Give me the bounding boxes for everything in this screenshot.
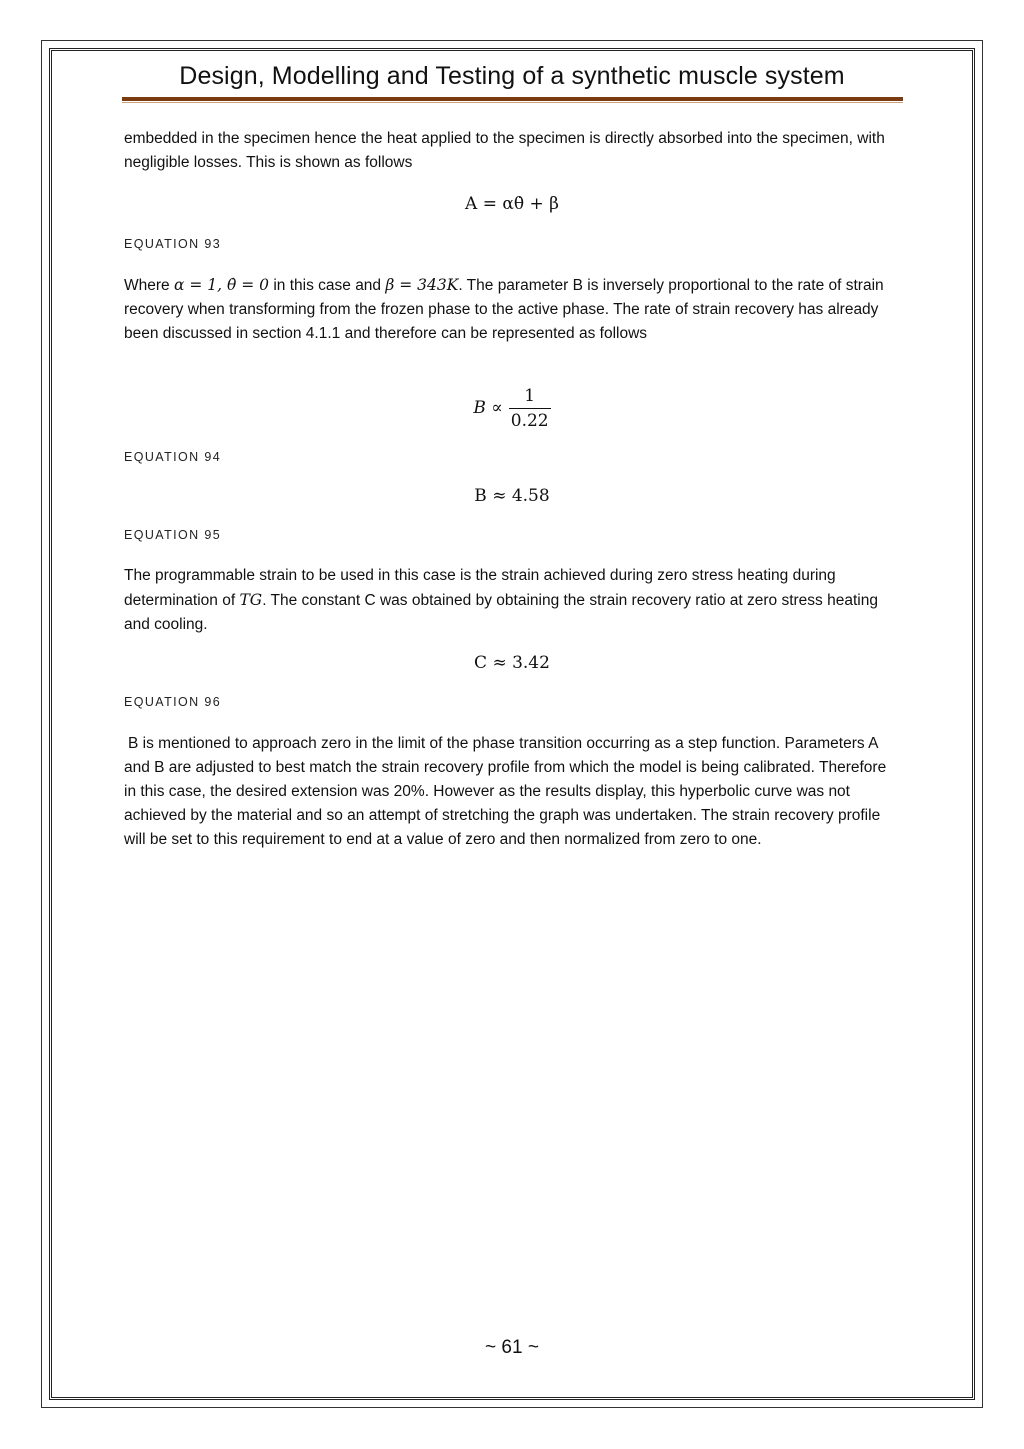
- equation-94-denominator: 0.22: [509, 408, 551, 431]
- programmable-math: TG: [239, 591, 263, 609]
- where-text-1: Where: [124, 277, 170, 294]
- equation-94: [124, 386, 900, 431]
- intro-paragraph: embedded in the specimen hence the heat applied to the specimen is directly absorbed into the specimen, with negligible losses. This is shown as follows: [124, 130, 885, 171]
- page-number: ~ 61 ~: [485, 1337, 539, 1358]
- where-math-2: β = 343K: [385, 276, 459, 294]
- equation-93-label: EQUATION 93: [124, 237, 222, 251]
- equation-96: C ≈ 3.42: [474, 653, 550, 673]
- equation-94-lhs: B ∝: [473, 398, 503, 418]
- where-math-1: α = 1, θ̇ = 0: [173, 276, 270, 294]
- equation-94-label: EQUATION 94: [124, 450, 222, 464]
- equation-95: B ≈ 4.58: [474, 486, 550, 506]
- page-header-title: Design, Modelling and Testing of a synthetic muscle system: [179, 62, 845, 90]
- equation-93: A = αθ̇ + β: [465, 194, 559, 214]
- equation-96-label: EQUATION 96: [124, 695, 222, 709]
- equation-95-label: EQUATION 95: [124, 528, 222, 542]
- programmable-strain-paragraph: [124, 564, 900, 637]
- equation-94-numerator: 1: [524, 386, 536, 406]
- equation-94-fraction: [509, 386, 551, 431]
- where-text-3: . The parameter B is inversely proportional to the rate of strain recovery when transforming from the frozen phase to the active phase. The rate of strain recovery has already been discussed in section 4.1.1 and therefore can be represented as follows: [124, 277, 884, 342]
- where-text-2: in this case and: [273, 277, 382, 294]
- final-paragraph: B is mentioned to approach zero in the limit of the phase transition occurring as a step function. Parameters A and B are adjusted to best match the strain recovery profile from which the model is being calibrated. Therefore in this case, the desired extension was 20%. However as the results display, this hyperbolic curve was not achieved by the material and so an attempt of stretching the graph was undertaken. The strain recovery profile will be set to this requirement to end at a value of zero and then normalized from zero to one.: [124, 735, 887, 848]
- where-paragraph: [124, 273, 900, 346]
- programmable-text-1: The programmable strain to be used in this case is the strain achieved during zero stress heating during determination of: [124, 567, 836, 609]
- programmable-text-2: . The constant C was obtained by obtaining the strain recovery ratio at zero stress heating and cooling.: [124, 592, 878, 633]
- header-divider: [122, 97, 903, 103]
